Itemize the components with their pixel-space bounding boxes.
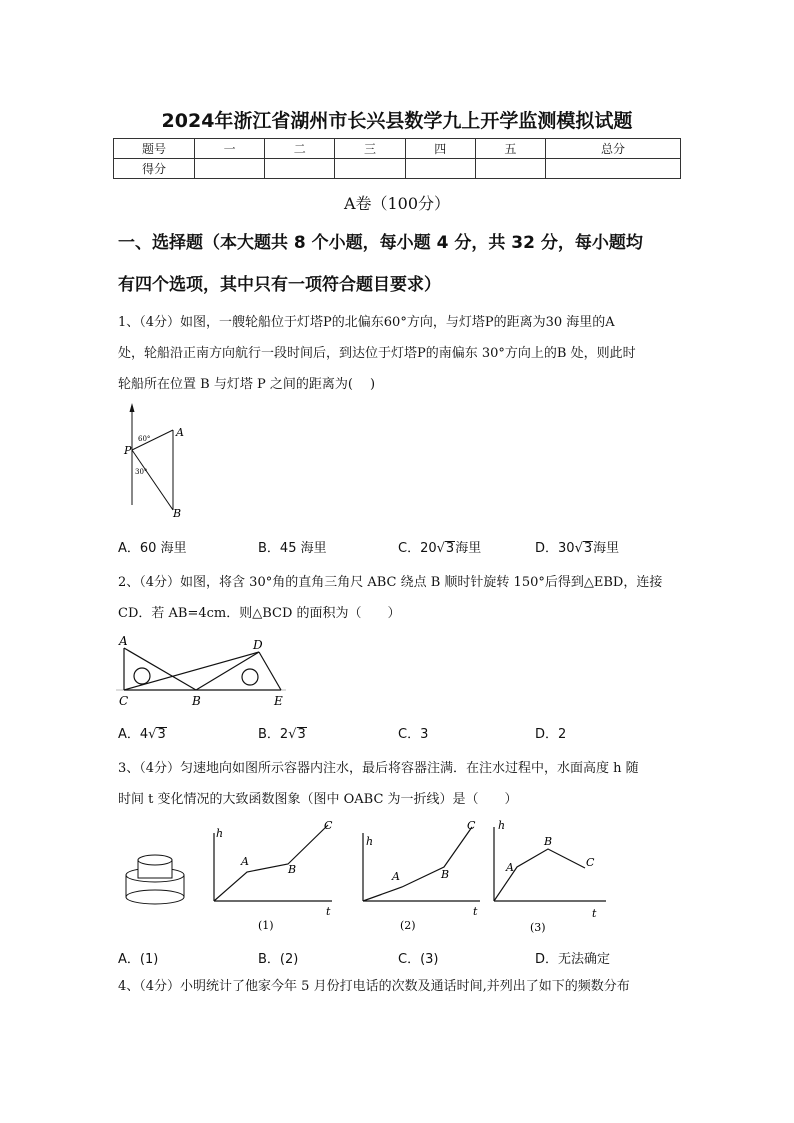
q2-option-d: D．2 — [535, 727, 567, 742]
part1-heading — [118, 222, 688, 306]
caption-3: (3) — [530, 921, 546, 934]
score-cell: 二 — [265, 139, 335, 159]
g3-c: C — [586, 856, 595, 869]
q3-option-a: A．(1) — [118, 952, 159, 967]
score-cell: 题号 — [114, 139, 195, 159]
score-cell — [475, 159, 545, 179]
page-title: 2024年浙江省湖州市长兴县数学九上开学监测模拟试题 — [161, 110, 633, 132]
label-c: C — [119, 694, 129, 708]
opt-text: D．30 — [535, 541, 575, 556]
score-cell: 五 — [475, 139, 545, 159]
q2-option-a — [118, 723, 167, 742]
g1-a: A — [241, 855, 249, 868]
score-table — [113, 138, 681, 179]
part1-heading-line: 有四个选项，其中只有一项符合题目要求） — [118, 275, 441, 295]
opt-text: 海里 — [455, 541, 482, 556]
angle-60: 60° — [138, 435, 151, 443]
score-cell: 四 — [405, 139, 475, 159]
question-3-figure — [112, 815, 612, 940]
question-1-figure — [118, 400, 198, 522]
label-b: B — [173, 507, 182, 520]
score-table-header-row — [114, 139, 681, 159]
score-cell — [335, 159, 405, 179]
question-line: 处，轮船沿正南方向航行一段时间后，到达位于灯塔P的南偏东 30°方向上的B 处，则此时 — [118, 346, 636, 361]
section-a-title: A卷（100分） — [343, 194, 451, 213]
question-1-text — [118, 307, 678, 400]
g2-a: A — [392, 870, 400, 883]
sqrt-symbol: √ — [436, 541, 445, 556]
label-d: D — [253, 638, 263, 652]
sqrt-symbol: √ — [288, 727, 297, 742]
part1-heading-line: 一、选择题（本大题共 8 个小题，每小题 4 分，共 32 分，每小题均 — [118, 233, 643, 253]
question-4-text — [118, 971, 678, 1002]
label-e: E — [274, 694, 283, 708]
container-drawing — [126, 855, 184, 904]
g2-c: C — [467, 819, 476, 832]
g3-a: A — [506, 861, 514, 874]
q1-option-a: A．60 海里 — [118, 541, 187, 556]
label-a: A — [176, 426, 184, 439]
question-3-text — [118, 753, 678, 815]
question-2-text — [118, 567, 678, 629]
g1-h: h — [216, 827, 224, 840]
score-table-score-row — [114, 159, 681, 179]
g3-b: B — [544, 835, 553, 848]
g2-h: h — [366, 835, 374, 848]
angle-30: 30° — [135, 468, 148, 476]
question-line: 3、（4分）匀速地向如图所示容器内注水，最后将容器注满．在注水过程中，水面高度 h 随 — [118, 761, 639, 776]
opt-text: A．4 — [118, 727, 149, 742]
score-cell: 得分 — [114, 159, 195, 179]
sqrt-radicand: 3 — [445, 541, 455, 556]
g2-t: t — [473, 905, 478, 918]
g1-t: t — [326, 905, 331, 918]
q3-option-b: B．(2) — [258, 952, 299, 967]
q1-option-b: B．45 海里 — [258, 541, 327, 556]
question-2-figure — [116, 632, 288, 710]
caption-2: (2) — [400, 919, 416, 932]
sqrt-radicand: 3 — [583, 541, 593, 556]
question-line: 时间 t 变化情况的大致函数图象（图中 OABC 为一折线）是（ ） — [118, 792, 518, 807]
g2-b: B — [441, 868, 450, 881]
g1-b: B — [288, 863, 297, 876]
opt-text: 海里 — [593, 541, 620, 556]
label-a: A — [119, 634, 128, 648]
score-cell — [195, 159, 265, 179]
g1-c: C — [324, 819, 333, 832]
sqrt-radicand: 3 — [297, 727, 306, 742]
sqrt-symbol: √ — [148, 727, 157, 742]
sqrt-symbol: √ — [574, 541, 583, 556]
score-cell: 一 — [195, 139, 265, 159]
g3-t: t — [592, 907, 597, 920]
opt-text: B．2 — [258, 727, 289, 742]
question-line: 1、（4分）如图，一艘轮船位于灯塔P的北偏东60°方向，与灯塔P的距离为30 海里的A — [118, 315, 615, 330]
question-line: 4、（4分）小明统计了他家今年 5 月份打电话的次数及通话时间,并列出了如下的频数分布 — [118, 979, 630, 994]
score-cell — [405, 159, 475, 179]
score-cell — [546, 159, 681, 179]
q3-option-d: D．无法确定 — [535, 952, 611, 967]
question-line: 2、（4分）如图，将含 30°角的直角三角尺 ABC 绕点 B 顺时针旋转 150°后得到△EBD，连接 — [118, 575, 663, 590]
q2-option-b — [258, 723, 307, 742]
q1-option-c — [398, 537, 481, 556]
score-cell — [265, 159, 335, 179]
graph-1 — [214, 825, 332, 901]
q2-option-c: C．3 — [398, 727, 429, 742]
label-p: P — [124, 444, 132, 457]
label-b: B — [192, 694, 201, 708]
graph-2 — [363, 827, 480, 901]
question-line: 轮船所在位置 B 与灯塔 P 之间的距离为( ) — [118, 377, 376, 392]
q1-option-d — [535, 537, 619, 556]
g3-h: h — [498, 819, 506, 832]
score-cell: 总分 — [546, 139, 681, 159]
q3-option-c: C．(3) — [398, 952, 439, 967]
opt-text: C．20 — [398, 541, 437, 556]
sqrt-radicand: 3 — [157, 727, 166, 742]
score-cell: 三 — [335, 139, 405, 159]
question-line: CD．若 AB=4cm．则△BCD 的面积为（ ） — [118, 606, 401, 621]
caption-1: (1) — [258, 919, 274, 932]
